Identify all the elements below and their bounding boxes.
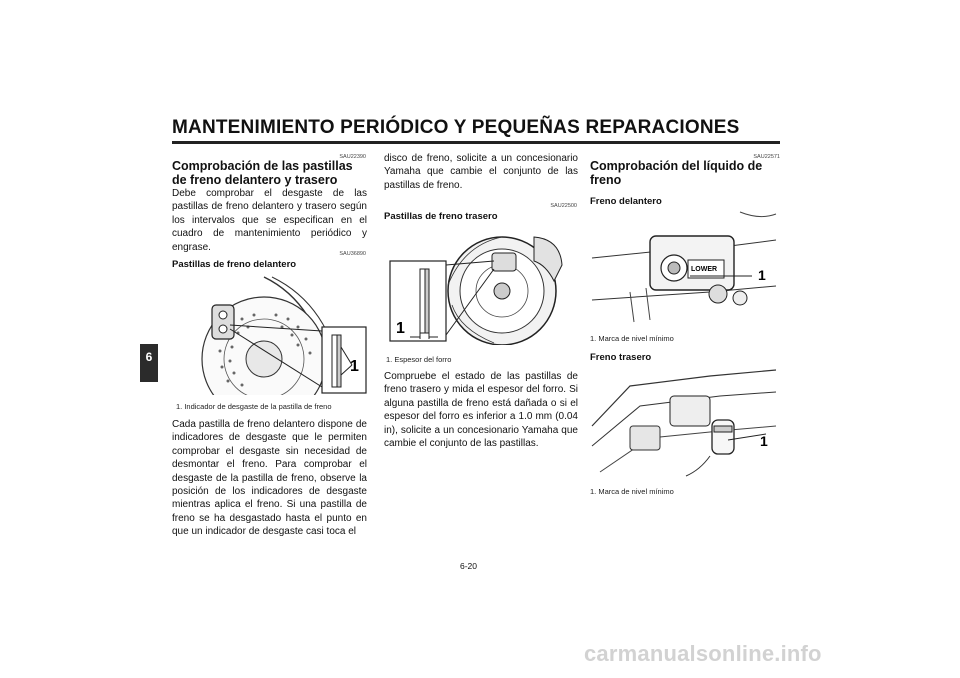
intro-paragraph: Debe comprobar el desgaste de las pastillas de freno delantero y trasero según los intervalos que se especifican en el cuadro de mantenimiento periódico y engrase.: [172, 188, 367, 253]
body-paragraph: Compruebe el estado de las pastillas de freno trasero y mida el espesor del forro. Si alguna pastilla de freno está dañada o si el espesor del forro es inferior a 1.0 mm (0.04 in), solicite a un concesionario Yamaha que cambie el conjunto de las pastillas.: [384, 371, 578, 450]
subsection-heading: Pastillas de freno delantero: [172, 259, 297, 270]
rear-brake-fluid-figure: [590, 366, 780, 478]
figure-caption: 1. Indicador de desgaste de la pastilla de freno: [176, 402, 332, 411]
figure-callout-1: 1: [758, 267, 766, 283]
figure-callout-1: 1: [350, 358, 359, 375]
figure-callout-1: 1: [396, 320, 405, 337]
rear-brake-pad-figure: [384, 225, 578, 345]
subsection-heading-front: Freno delantero: [590, 196, 662, 207]
front-brake-pad-figure: [172, 275, 368, 395]
rear-wheel-illustration: [446, 237, 562, 345]
page-title: MANTENIMIENTO PERIÓDICO Y PEQUEÑAS REPARACIONES: [172, 117, 740, 138]
body-paragraph-continued: disco de freno, solicite a un concesionario Yamaha que cambie el conjunto de las pastillas de freno.: [384, 153, 578, 191]
section-heading: Comprobación del líquido de freno: [590, 159, 763, 187]
title-rule: [172, 141, 780, 144]
lower-mark-label: LOWER: [691, 266, 718, 273]
front-brake-fluid-figure: [590, 210, 780, 328]
subsection-code: SAU22500: [550, 203, 577, 209]
wear-indicator-detail: [322, 327, 366, 393]
figure-caption-rear: 1. Marca de nivel mínimo: [590, 487, 674, 496]
section-code: SAU22571: [753, 154, 780, 160]
subsection-heading-rear: Freno trasero: [590, 352, 652, 363]
figure-callout-1: 1: [760, 433, 768, 449]
section-heading: Comprobación de las pastillas de freno delantero y trasero: [172, 159, 353, 187]
page-number: 6-20: [460, 561, 478, 571]
rear-reservoir-illustration: [592, 370, 776, 476]
section-code: SAU22390: [339, 154, 366, 160]
figure-caption: 1. Espesor del forro: [386, 355, 452, 364]
watermark: carmanualsonline.info: [584, 641, 822, 666]
subsection-heading: Pastillas de freno trasero: [384, 211, 498, 222]
chapter-tab-number: 6: [145, 350, 153, 364]
body-paragraph: Cada pastilla de freno delantero dispone de indicadores de desgaste que le permiten comprobar el desgaste sin necesidad de desmontar el freno. Para comprobar el desgaste de la pastilla de freno, observe la posición de los indicadores de desgaste mientras aplica el freno. Si una pastilla de freno se ha desgastado hasta el punto en que un indicador de desgaste casi toca el: [172, 419, 367, 538]
figure-caption-front: 1. Marca de nivel mínimo: [590, 334, 674, 343]
subsection-code: SAU36890: [339, 251, 366, 257]
front-reservoir-illustration: [592, 212, 776, 322]
